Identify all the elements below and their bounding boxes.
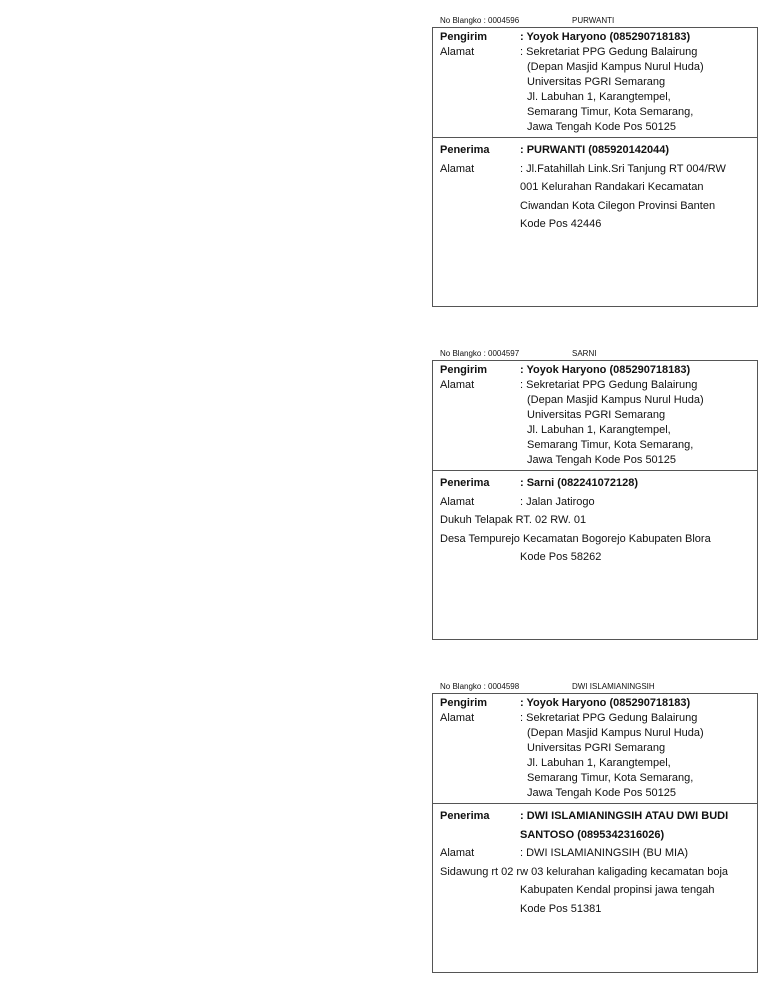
sender-address-line: Jawa Tengah Kode Pos 50125 [527, 787, 677, 799]
sender-section [433, 28, 757, 137]
receiver-address-line: : Jalan Jatirogo [520, 495, 595, 508]
label-box [432, 693, 758, 973]
sender-address-line: Semarang Timur, Kota Semarang, [527, 439, 694, 451]
blangko-number: No Blangko : 0004596 [440, 16, 520, 25]
shipping-label-1 [432, 15, 758, 307]
sender-address-line: : Sekretariat PPG Gedung Balairung [520, 379, 698, 391]
receiver-name-continued: SANTOSO (0895342316026) [520, 828, 665, 841]
sender-section [433, 694, 757, 803]
sender-address-line: Jl. Labuhan 1, Karangtempel, [527, 757, 671, 769]
receiver-address-line: : DWI ISLAMIANINGSIH (BU MIA) [520, 847, 689, 859]
receiver-address-line: : Jl.Fatahillah Link.Sri Tanjung RT 004/RW [520, 162, 726, 175]
receiver-address-label: Alamat [440, 847, 475, 859]
sender-address-line: Universitas PGRI Semarang [527, 742, 666, 754]
sender-address-line: : Sekretariat PPG Gedung Balairung [520, 712, 698, 724]
blangko-header [432, 15, 758, 27]
receiver-section [433, 803, 757, 920]
receiver-address-line: Kode Pos 42446 [520, 218, 602, 230]
sender-address-line: Jawa Tengah Kode Pos 50125 [527, 121, 677, 133]
sender-address-label: Alamat [440, 379, 475, 391]
receiver-label: Penerima [440, 477, 490, 489]
receiver-name: : Sarni (082241072128) [520, 477, 639, 489]
sender-label: Pengirim [440, 31, 488, 43]
receiver-address-line: 001 Kelurahan Randakari Kecamatan [520, 181, 704, 193]
receiver-label: Penerima [440, 144, 490, 156]
sender-address-label: Alamat [440, 712, 475, 724]
receiver-address-line: Dukuh Telapak RT. 02 RW. 01 [440, 514, 587, 526]
receiver-section [433, 137, 757, 236]
sender-address-line: Semarang Timur, Kota Semarang, [527, 106, 694, 118]
receiver-address-label: Alamat [440, 495, 475, 508]
sender-label: Pengirim [440, 697, 488, 709]
receiver-address-line: Desa Tempurejo Kecamatan Bogorejo Kabupaten Blora [440, 532, 711, 545]
recipient-header-name: DWI ISLAMIANINGSIH [572, 682, 655, 691]
receiver-address-line: Ciwandan Kota Cilegon Provinsi Banten [520, 199, 716, 212]
receiver-section [433, 470, 757, 569]
sender-address-line: Universitas PGRI Semarang [527, 409, 666, 421]
sender-name: : Yoyok Haryono (085290718183) [520, 697, 691, 709]
sender-address-line: (Depan Masjid Kampus Nurul Huda) [527, 61, 704, 73]
shipping-label-2 [432, 348, 758, 640]
blangko-header [432, 348, 758, 360]
sender-label: Pengirim [440, 364, 488, 376]
blangko-header [432, 681, 758, 693]
sender-name: : Yoyok Haryono (085290718183) [520, 31, 691, 43]
sender-address-line: (Depan Masjid Kampus Nurul Huda) [527, 727, 704, 739]
sender-name: : Yoyok Haryono (085290718183) [520, 364, 691, 376]
receiver-address-line: Sidawung rt 02 rw 03 kelurahan kaligading kecamatan boja [440, 865, 729, 878]
receiver-name: : DWI ISLAMIANINGSIH ATAU DWI BUDI [520, 810, 729, 822]
label-box [432, 360, 758, 640]
blangko-number: No Blangko : 0004598 [440, 682, 520, 691]
sender-address-line: Universitas PGRI Semarang [527, 76, 666, 88]
sender-address-line: Jl. Labuhan 1, Karangtempel, [527, 91, 671, 103]
sender-address-line: (Depan Masjid Kampus Nurul Huda) [527, 394, 704, 406]
recipient-header-name: SARNI [572, 349, 597, 358]
receiver-label: Penerima [440, 810, 490, 822]
blangko-number: No Blangko : 0004597 [440, 349, 520, 358]
sender-address-line: : Sekretariat PPG Gedung Balairung [520, 46, 698, 58]
sender-section [433, 361, 757, 470]
sender-address-line: Semarang Timur, Kota Semarang, [527, 772, 694, 784]
receiver-address-label: Alamat [440, 162, 475, 175]
recipient-header-name: PURWANTI [572, 16, 615, 25]
sender-address-line: Jl. Labuhan 1, Karangtempel, [527, 424, 671, 436]
receiver-address-line: Kode Pos 58262 [520, 551, 602, 563]
sender-address-line: Jawa Tengah Kode Pos 50125 [527, 454, 677, 466]
shipping-label-3 [432, 681, 758, 973]
receiver-name: : PURWANTI (085920142044) [520, 144, 669, 156]
label-box [432, 27, 758, 307]
sender-address-label: Alamat [440, 46, 475, 58]
receiver-address-line: Kode Pos 51381 [520, 902, 602, 915]
receiver-address-line: Kabupaten Kendal propinsi jawa tengah [520, 884, 715, 896]
